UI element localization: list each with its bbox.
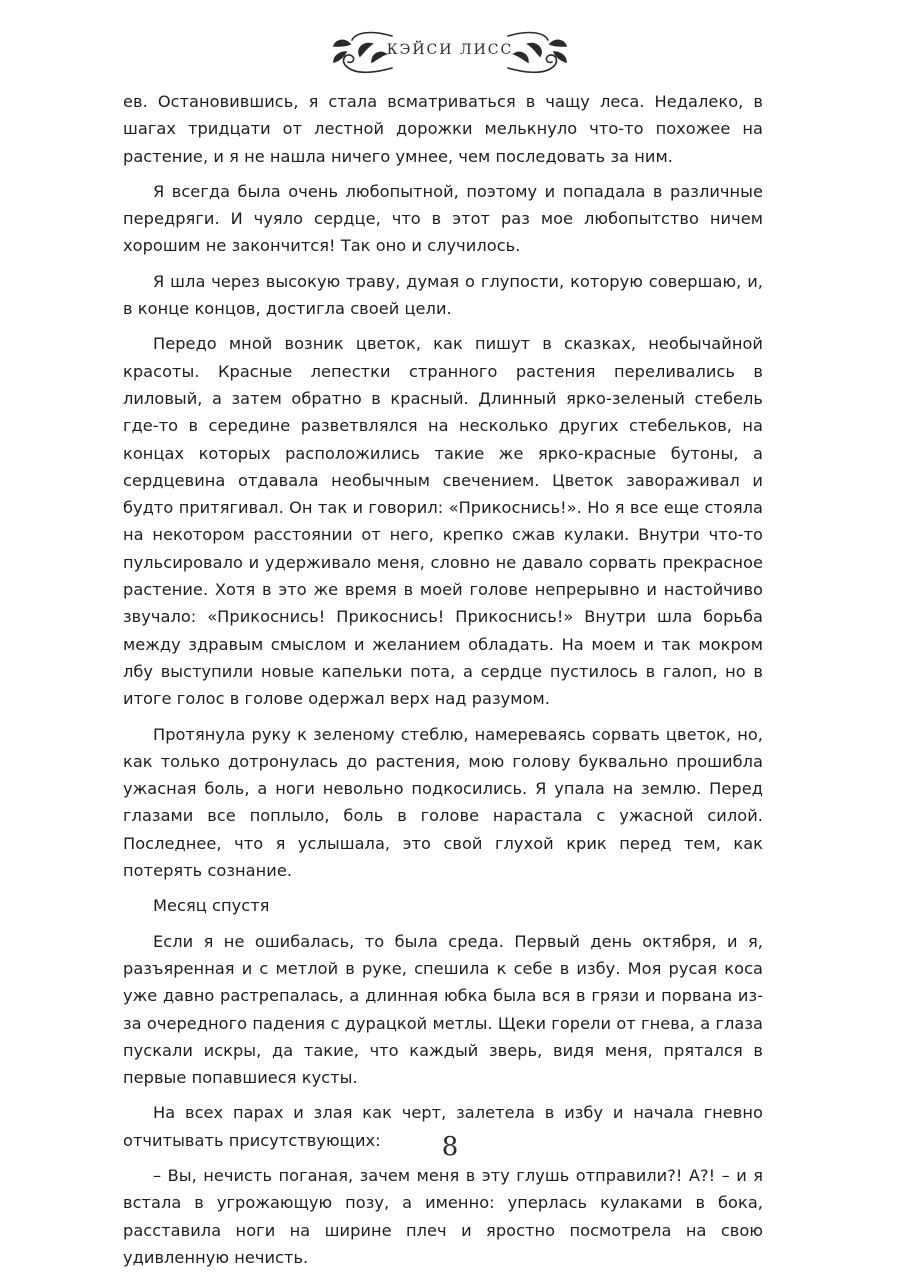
author-name: КЭЙСИ ЛИСС [386,42,514,58]
section-subheading: Месяц спустя [153,896,270,916]
paragraph: Если я не ошибалась, то была среда. Первый день октября, и я, разъяренная и с метлой в руке, спешила к себе в избу. Моя русая коса уже давно растрепалась, а длинная юбка была вся в грязи и порвана из-за очередного падения с дурацкой метлы. Щеки горели от гнева, а глаза пускали искры, да такие, что каждый зверь, видя меня, прятался в первые попавшиеся кусты. [123,931,763,1088]
paragraph: ев. Остановившись, я стала всматриваться в чащу леса. Недалеко, в шагах тридцати от лестной дорожки мелькнуло что-то похожее на растение, и я не нашла ничего умнее, чем последовать за ним. [123,92,763,166]
chapter-text [123,88,763,1279]
page-number: 8 [441,1132,459,1162]
paragraph: – Вы, нечисть поганая, зачем меня в эту глушь отправили?! А?! – и я встала в угрожающую позу, а именно: уперлась кулаками в бока, расставила ноги на ширине плеч и яростно посмотрела на свою удивленную нечисть. [123,1165,763,1267]
paragraph: На всех парах и злая как черт, залетела в избу и начала гневно отчитывать присутствующих: [123,1103,763,1150]
paragraph: Я шла через высокую траву, думая о глупости, которую совершаю, и, в конце концов, достигла своей цели. [123,271,763,319]
running-header [0,22,900,78]
paragraph: Я всегда была очень любопытной, поэтому и попадала в различные передряги. И чуяло сердце, что в этот раз мое любопытство ничем хорошим не закончится! Так оно и случилось. [123,181,763,256]
paragraph: Передо мной возник цветок, как пишут в сказках, необычайной красоты. Красные лепестки странного растения переливались в лиловый, а затем обратно в красный. Длинный ярко-зеленый стебель где-то в середине разветвлялся на несколько других стебельков, на концах которых расположились такие же ярко-красные бутоны, а сердцевина отдавала необычным свечением. Цветок завораживал и будто притягивал. Он так и говорил: «Прикоснись!». Но я все еще стояла на некотором расстоянии от него, крепко сжав кулаки. Внутри что-то пульсировало и удерживало меня, словно не давало сорвать прекрасное растение. Хотя в это же время в моей голове непрерывно и настойчиво звучало: «Прикоснись! Прикоснись! Прикоснись!» Внутри шла борьба между здравым смыслом и желанием обладать. На моем и так мокром лбу выступили новые капельки пота, а сердце пустилось в галоп, но в итоге голос в голове одержал верх над разумом. [123,334,763,709]
paragraph: Протянула руку к зеленому стеблю, намереваясь сорвать цветок, но, как только дотронулась до растения, мою голову буквально прошибла ужасная боль, а ноги невольно подкосились. Я упала на землю. Перед глазами все поплыло, боль в голове нарастала с ужасной силой. Последнее, что я услышала, это свой глухой крик перед тем, как потерять сознание. [123,724,763,881]
